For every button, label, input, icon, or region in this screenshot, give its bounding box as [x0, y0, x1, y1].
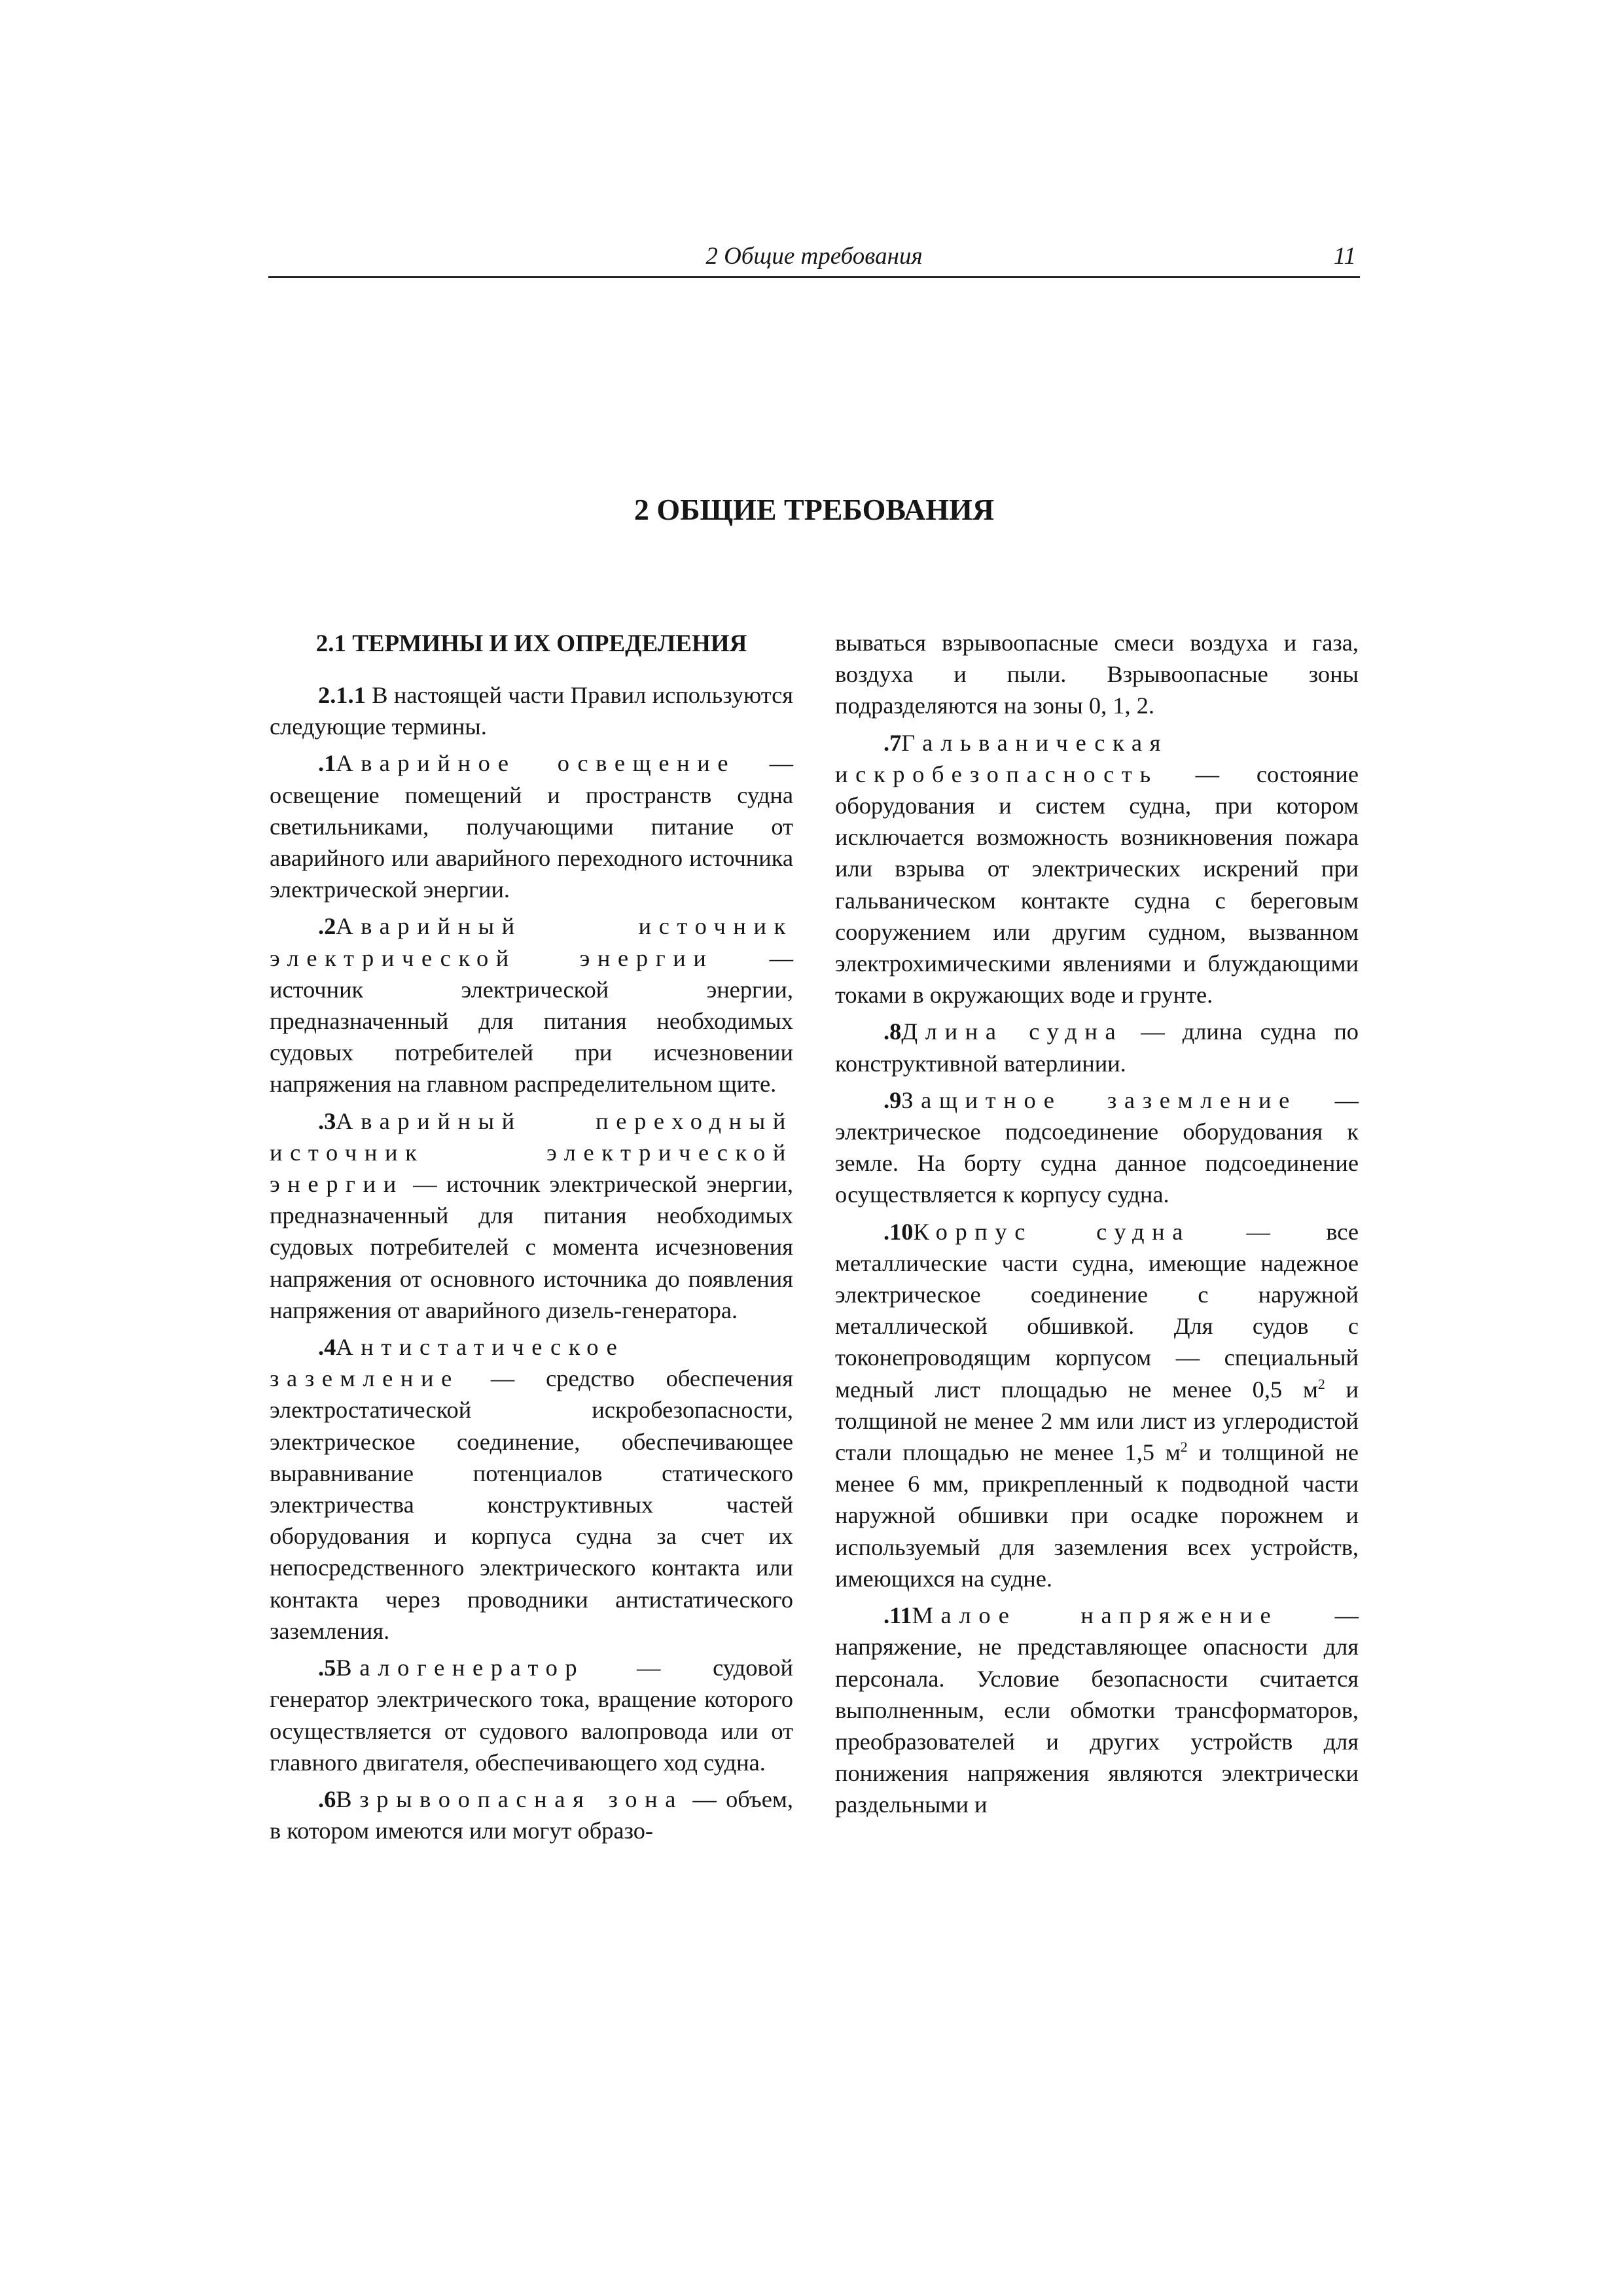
term-name: Корпус судна	[913, 1218, 1191, 1245]
term-definition: — источник электрической энергии, предназначенный для питания необходимых судовых потребителей с момента исчезновения напряжения от основного источника до появления напряжения от аварийного дизель-генератора.	[270, 1171, 793, 1323]
term-name: Валогенератор	[336, 1655, 585, 1681]
superscript: 2	[1317, 1376, 1325, 1392]
item-number: .11	[883, 1602, 912, 1629]
term-name: Длина судна	[901, 1018, 1124, 1045]
term-definition: — все металлические части судна, имеющие надежное электрическое соединение с наружной металлической обшивкой. Для судов с токонепроводящим корпусом — специальный медный лист площадью не менее 0,5 м	[835, 1218, 1359, 1403]
term-definition: — освещение помещений и пространств судна светильниками, получающими питание от аварийного или аварийного переходного источника электрической энергии.	[270, 750, 793, 903]
item-number: .9	[883, 1086, 902, 1113]
term-item-11	[835, 1600, 1359, 1820]
chapter-title: 2 ОБЩИЕ ТРЕБОВАНИЯ	[633, 493, 995, 526]
term-name: Аварийный источник электрической энергии	[270, 913, 793, 971]
term-definition: — судовой генератор электрического тока, вращение которого осуществляется от судового валопровода или от главного двигателя, обеспечивающего ход судна.	[270, 1655, 793, 1776]
term-item-10	[835, 1216, 1359, 1594]
item-number: .7	[883, 729, 902, 756]
term-item-4	[270, 1331, 793, 1647]
term-item-7	[835, 727, 1359, 1011]
term-name: Защитное заземление	[901, 1086, 1297, 1113]
item-number: .6	[318, 1785, 336, 1812]
term-definition: — длина судна по конструктивной ватерлинии.	[835, 1018, 1359, 1077]
left-column	[270, 627, 793, 1852]
term-item-6	[270, 1784, 793, 1846]
term-definition: — электрическое подсоединение оборудования к земле. На борту судна данное подсоединение осуществляется к корпусу судна.	[835, 1086, 1359, 1208]
right-column	[835, 627, 1359, 1826]
term-name: Аварийное освещение	[336, 750, 736, 777]
term-item-3	[270, 1105, 793, 1326]
item-number: .4	[318, 1334, 336, 1361]
item-number: .1	[318, 750, 336, 777]
running-title: 2 Общие требования	[705, 243, 923, 270]
term-name: Аварийный переходный источник электрической энергии	[270, 1107, 793, 1198]
term-name: Малое напряжение	[912, 1602, 1279, 1629]
term-definition: и толщиной не менее 2 мм или лист из углеродистой стали площадью не менее 1,5 м	[835, 1376, 1359, 1466]
item-number: .8	[883, 1018, 902, 1045]
item-number: .3	[318, 1107, 336, 1134]
term-definition: — источник электрической энергии, предназначенный для питания необходимых судовых потребителей при исчезновении напряжения на главном распределительном щите.	[270, 944, 793, 1098]
term-item-9	[835, 1085, 1359, 1211]
term-definition: и толщиной не менее 6 мм, прикрепленный к подводной части наружной обшивки при осадке порожнем и используемый для заземления всех устройств, имеющихся на судне.	[835, 1439, 1359, 1592]
term-name: Взрывоопасная зона	[336, 1785, 684, 1812]
item-number: .2	[318, 913, 336, 940]
item-number: .10	[883, 1218, 914, 1245]
term-name: Гальваническая искробезопасность	[835, 729, 1169, 787]
superscript: 2	[1180, 1439, 1188, 1455]
term-definition: — напряжение, не представляющее опасности для персонала. Условие безопасности считается выполненным, если обмотки трансформаторов, преобразователей и других устройств для понижения напряжения являются электрически раздельными и	[835, 1602, 1359, 1818]
intro-text: В настоящей части Правил используются следующие термины.	[270, 682, 793, 740]
running-header	[268, 237, 1360, 278]
page-number: 11	[1333, 243, 1356, 270]
term-definition: — объем, в котором имеются или могут образо-	[270, 1785, 793, 1844]
term-item-8	[835, 1016, 1359, 1079]
section-title: 2.1 ТЕРМИНЫ И ИХ ОПРЕДЕЛЕНИЯ	[315, 630, 747, 657]
term-definition: — средство обеспечения электростатической искробезопасности, электрическое соединение, обеспечивающее выравнивание потенциалов статического электричества конструктивных частей оборудования и корпуса судна за счет их непосредственного электрического контакта или контакта через проводники антистатического заземления.	[270, 1365, 793, 1644]
term-item-1	[270, 747, 793, 905]
term-definition: — состояние оборудования и систем судна, при котором исключается возможность возникновения пожара или взрыва от электрических искрений при гальваническом контакте судна с береговым сооружением или другим судном, вызванном электрохимическими явлениями и блуждающими токами в окружающих воде и грунте.	[835, 761, 1359, 1009]
intro-paragraph	[270, 679, 793, 742]
term-name: Антистатическое заземление	[270, 1334, 625, 1392]
continuation-paragraph: вываться взрывоопасные смеси воздуха и газа, воздуха и пыли. Взрывоопасные зоны подразделяются на зоны 0, 1, 2.	[835, 630, 1359, 719]
item-number: .5	[318, 1655, 336, 1681]
clause-number: 2.1.1	[318, 682, 366, 708]
term-item-2	[270, 910, 793, 1100]
term-item-5	[270, 1652, 793, 1778]
